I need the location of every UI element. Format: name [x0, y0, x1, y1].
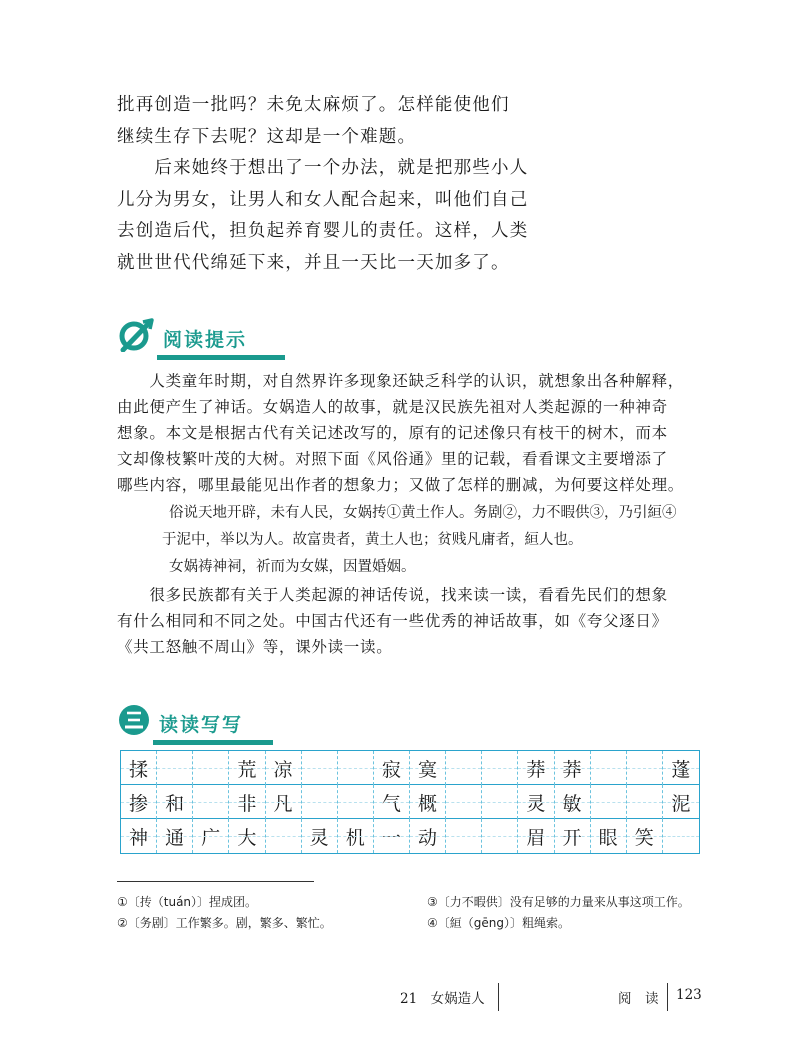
grid-cell: 莽 — [518, 751, 554, 785]
grid-cell: 机 — [338, 819, 374, 853]
story-line: 继续生存下去呢？这却是一个难题。 — [117, 126, 417, 147]
footnote-1: ①〔抟（tuán）〕捏成团。 — [117, 895, 258, 909]
grid-cell: 灵 — [518, 785, 554, 819]
footnote-divider — [117, 881, 314, 882]
story-line: 儿分为男女，让男人和女人配合起来，叫他们自己 — [117, 189, 529, 210]
tip-line: 《共工怒触不周山》等，课外读一读。 — [117, 638, 393, 656]
reading-tips-intro — [117, 368, 701, 498]
grid-cell: 莽 — [555, 751, 591, 785]
footer-divider — [498, 983, 499, 1011]
grid-cell — [338, 785, 374, 819]
footnote-2: ②〔务剧〕工作繁多。剧，繁多、繁忙。 — [117, 916, 332, 930]
tip-line: 文却像枝繁叶茂的大树。对照下面《风俗通》里的记载，看看课文主要增添了 — [117, 450, 668, 468]
heading-underline — [157, 355, 285, 360]
grid-cell — [627, 751, 663, 785]
section-name: 阅 读 — [618, 991, 659, 1007]
grid-cell — [193, 785, 229, 819]
grid-cell — [482, 785, 518, 819]
grid-cell — [157, 751, 193, 785]
reading-tips-heading — [117, 318, 247, 352]
read-write-heading — [117, 703, 243, 737]
grid-cell: 凉 — [266, 751, 302, 785]
grid-cell: 凡 — [266, 785, 302, 819]
heading-underline — [153, 740, 273, 745]
footnote-4: ④〔絙（gēng）〕粗绳索。 — [427, 916, 570, 930]
grid-cell: 揉 — [121, 751, 157, 785]
tip-line: 想象。本文是根据古代有关记述改写的，原有的记述像只有枝干的树木，而本 — [117, 424, 668, 442]
grid-cell: 掺 — [121, 785, 157, 819]
grid-cell: 大 — [229, 819, 265, 853]
grid-cell: 寞 — [410, 751, 446, 785]
grid-cell — [446, 785, 482, 819]
grid-cell — [446, 751, 482, 785]
reading-tips-icon — [117, 318, 155, 352]
footer-divider — [667, 983, 668, 1011]
grid-cell: 神 — [121, 819, 157, 853]
grid-cell — [591, 751, 627, 785]
grid-cell — [193, 751, 229, 785]
story-line: 去创造后代，担负起养育婴儿的责任。这样，人类 — [117, 221, 529, 241]
grid-cell: 和 — [157, 785, 193, 819]
grid-cell: 敏 — [555, 785, 591, 819]
reading-tips-title: 阅读提示 — [163, 329, 248, 351]
grid-cell: 荒 — [229, 751, 265, 785]
quote-line: 于泥中，举以为人。故富贵者，黄土人也；贫贱凡庸者，絙人也。 — [162, 532, 583, 548]
grid-cell — [663, 819, 699, 853]
tip-line: 人类童年时期，对自然界许多现象还缺乏科学的认识，就想象出各种解释， — [117, 372, 685, 390]
grid-cell — [338, 751, 374, 785]
vocabulary-grid — [120, 750, 700, 854]
tip-line: 由此便产生了神话。女娲造人的故事，就是汉民族先祖对人类起源的一种神奇 — [117, 398, 668, 416]
grid-cell — [446, 819, 482, 853]
grid-cell — [482, 819, 518, 853]
grid-row — [121, 751, 699, 785]
grid-cell: 广 — [193, 819, 229, 853]
grid-cell — [302, 751, 338, 785]
story-line: 后来她终于想出了一个办法，就是把那些小人 — [117, 158, 529, 178]
grid-cell: 开 — [555, 819, 591, 853]
page-number: 123 — [676, 987, 702, 1003]
reading-tips-outro — [117, 582, 701, 660]
grid-row — [121, 785, 699, 819]
grid-cell: 笑 — [627, 819, 663, 853]
grid-cell: 眼 — [591, 819, 627, 853]
grid-cell: 蓬 — [663, 751, 699, 785]
grid-cell — [627, 785, 663, 819]
grid-row — [121, 819, 699, 853]
grid-cell: 动 — [410, 819, 446, 853]
grid-cell: 概 — [410, 785, 446, 819]
tip-line: 很多民族都有关于人类起源的神话传说，找来读一读，看看先民们的想象 — [117, 586, 668, 604]
lesson-title: 21 女娲造人 — [400, 991, 485, 1007]
section-three-icon — [117, 703, 151, 737]
grid-cell: 气 — [374, 785, 410, 819]
tip-line: 有什么相同和不同之处。中国古代还有一些优秀的神话故事，如《夸父逐日》 — [117, 612, 668, 630]
grid-cell — [266, 819, 302, 853]
fengsutong-quote — [140, 500, 677, 581]
grid-cell: 灵 — [302, 819, 338, 853]
read-write-title: 读读写写 — [159, 714, 244, 736]
quote-line: 俗说天地开辟，未有人民，女娲抟①黄土作人。务剧②，力不暇供③，乃引絙④ — [140, 505, 677, 521]
grid-cell: 寂 — [374, 751, 410, 785]
grid-cell — [482, 751, 518, 785]
grid-cell: 一 — [374, 819, 410, 853]
footnote-3: ③〔力不暇供〕没有足够的力量来从事这项工作。 — [427, 895, 690, 909]
grid-cell — [591, 785, 627, 819]
grid-cell: 通 — [157, 819, 193, 853]
tip-line: 哪些内容，哪里最能见出作者的想象力；又做了怎样的删减，为何要这样处理。 — [117, 476, 685, 494]
grid-cell: 泥 — [663, 785, 699, 819]
grid-cell: 眉 — [518, 819, 554, 853]
quote-line: 女娲祷神祠，祈而为女媒，因置婚姻。 — [140, 559, 416, 575]
grid-cell: 非 — [229, 785, 265, 819]
story-line: 就世世代代绵延下来，并且一天比一天加多了。 — [117, 252, 510, 273]
story-text — [117, 90, 529, 279]
story-line: 批再创造一批吗？未免太麻烦了。怎样能使他们 — [117, 95, 510, 115]
grid-cell — [302, 785, 338, 819]
